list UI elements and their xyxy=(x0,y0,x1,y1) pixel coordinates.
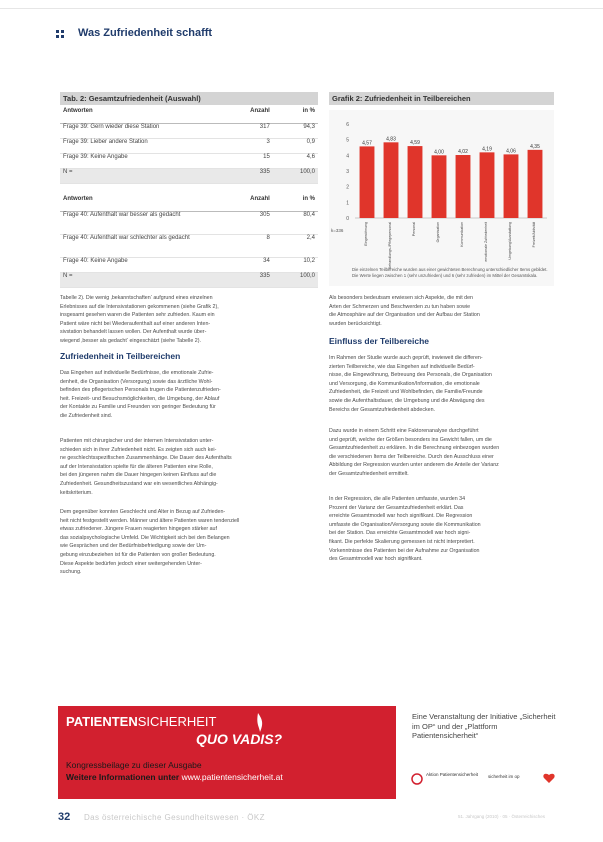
banner-title-light: SICHERHEIT xyxy=(137,714,217,729)
x-tick-label: Eingewöhnung xyxy=(364,222,368,246)
table-header-row xyxy=(60,196,318,212)
text-line: Dazu wurde in einem Schritt eine Faktorenanalyse durchgeführt xyxy=(329,428,479,434)
y-tick-label: 6 xyxy=(346,122,349,128)
cell-count: Anzahl xyxy=(220,108,273,124)
text-line: die Atmosphäre auf der Organisation und der Aufbau der Station xyxy=(329,312,480,319)
text-line: der Gesamtzufriedenheit ermittelt. xyxy=(329,470,409,477)
cell-percent: 0,9 xyxy=(273,139,318,154)
cell-percent: in % xyxy=(273,108,318,124)
text-line: Patienten mit chirurgischer und der internen Intensivstation unter- xyxy=(60,438,214,444)
banner-line-2 xyxy=(66,772,283,782)
left-para-2 xyxy=(60,437,322,497)
cell-label: Antworten xyxy=(60,196,220,212)
bar-value-label: 4,06 xyxy=(506,148,516,155)
x-tick-label: Personal xyxy=(412,222,416,237)
text-line: sowie die Aufenthaltsdauer, die Umgebung und die Abwägung des xyxy=(329,397,485,404)
text-line: nisse, die Eingewöhnung, Betreuung des Personals, die Organisation xyxy=(329,372,492,379)
text-line: keitskriterium. xyxy=(60,489,93,496)
text-line: bei den jüngeren nahm die Dauer hingegen keinen Einfluss auf die xyxy=(60,472,217,479)
heart-icon xyxy=(542,771,556,785)
left-para-1 xyxy=(60,369,322,421)
bar-value-label: 4,57 xyxy=(362,140,372,147)
y-tick-label: 3 xyxy=(346,169,349,175)
section-title: Was Zufriedenheit schafft xyxy=(78,27,213,39)
banner-info-label: Weitere Informationen unter xyxy=(66,772,180,782)
cell-count: Anzahl xyxy=(220,196,273,212)
x-tick-label: Behandlungs-/Pflegepersonal xyxy=(388,222,392,270)
table-total-row xyxy=(60,169,318,184)
text-line: fikant. Die perfekte Skalierung gemessen ist nicht interpretiert. xyxy=(329,538,475,545)
text-line: das sozialpsychologische Umfeld. Die Wichtigkeit sich bei den Belangen xyxy=(60,534,230,541)
cell-count: 15 xyxy=(220,154,273,169)
text-line: zierten Teilbereiche, wie das Eingehen auf individuelle Bedürf- xyxy=(329,363,475,370)
page-number: 32 xyxy=(58,811,71,823)
table-caption: Tab. 2: Gesamtzufriedenheit (Auswahl) xyxy=(60,92,318,105)
footer-title: Das österreichische Gesundheitswesen · ÖKZ xyxy=(84,813,265,822)
text-line: Tabelle 2). Die wenig ‚bekanntschaften‘ aufgrund eines einzelnen xyxy=(60,295,213,301)
cell-count: 335 xyxy=(220,169,273,184)
cell-count: 34 xyxy=(220,258,273,273)
logo-right-text: sicherheit im op xyxy=(488,774,520,779)
aktion-patientensicherheit-logo xyxy=(410,766,480,796)
text-line: befinden des pflegerischen Personals trugen die Patientenzufrieden- xyxy=(60,387,221,394)
bar xyxy=(480,152,495,218)
sicherheit-im-op-logo xyxy=(488,766,558,796)
cell-label: Antworten xyxy=(60,108,220,124)
x-tick-label: Freizeit/Aktivität xyxy=(532,222,536,248)
logo-mark-icon xyxy=(410,772,424,786)
table-row xyxy=(60,154,318,169)
text-line: heit nicht festgestellt werden. Männer und ältere Patienten waren tendenziell xyxy=(60,517,240,524)
cell-count: 335 xyxy=(220,273,273,288)
footer-issue: 51. Jahrgang (2010) · 05 · Österreichisches xyxy=(458,814,546,819)
text-line: Abbildung der Regression wurden unter anderem die Anteile der Varianz xyxy=(329,462,499,469)
bar xyxy=(408,146,423,218)
bar-value-label: 4,00 xyxy=(434,149,444,156)
banner-title xyxy=(66,714,216,729)
bar-value-label: 4,35 xyxy=(530,143,540,150)
text-line: suchung. xyxy=(60,569,82,576)
text-line: etwas zufriedener. Jüngere Frauen reagierten hingegen stärker auf xyxy=(60,526,217,533)
cell-count: 3 xyxy=(220,139,273,154)
text-line: Zufriedenheit, die Freizeit und Wohlbefinden, die Familie/Freunde xyxy=(329,389,483,396)
cell-percent: 80,4 xyxy=(273,212,318,235)
text-line: gebung einzubeziehen ist für die Patienten von großer Bedeutung. xyxy=(60,551,216,558)
table-header-row xyxy=(60,108,318,124)
cell-label: Frage 39: Lieber andere Station xyxy=(60,139,220,154)
text-line: heit. Freizeit- und Besuchsmöglichkeiten, die Umgebung, der Ablauf xyxy=(60,395,220,402)
text-line: die Zufriedenheit sind. xyxy=(60,412,113,419)
text-line: In der Regression, die alle Patienten umfasste, wurden 34 xyxy=(329,496,466,502)
text-line: Erlebnisses auf die Intensivstationen gekommenen (siehe Grafik 2), xyxy=(60,303,219,310)
text-line: Dem gegenüber konnten Geschlecht und Alter in Bezug auf Zufrieden- xyxy=(60,509,226,515)
y-tick-label: 0 xyxy=(346,216,349,222)
bar xyxy=(360,146,375,218)
logo-left-text: Aktion Patientensicherheit xyxy=(426,772,479,777)
text-line: erreichte Gesamtmodell war hoch signifikant. Die Regression xyxy=(329,513,473,520)
bar xyxy=(504,154,519,218)
banner-link[interactable]: www.patientensicherheit.at xyxy=(181,772,283,782)
bar-value-label: 4,19 xyxy=(482,146,492,153)
cell-count: 305 xyxy=(220,212,273,235)
text-line: Patient wäre nicht bei Wiederaufenthalt auf einer anderen Inten- xyxy=(60,320,211,327)
y-tick-label: 2 xyxy=(346,184,349,191)
cell-label: Frage 40: Keine Angabe xyxy=(60,258,220,273)
cell-count: 317 xyxy=(220,124,273,139)
cell-percent: in % xyxy=(273,196,318,212)
text-line: der Kontakte zu Familie und Freunden von geringer Bedeutung für xyxy=(60,404,216,411)
cell-percent: 2,4 xyxy=(273,235,318,258)
bar xyxy=(432,155,447,218)
banner-title-bold: PATIENTEN xyxy=(66,714,138,729)
sample-size-label: k=336 xyxy=(331,228,344,233)
left-intro xyxy=(60,294,322,346)
cell-label: N = xyxy=(60,273,220,288)
bar-value-label: 4,83 xyxy=(386,136,396,143)
x-tick-label: Kommunikation xyxy=(460,222,464,247)
text-line: Prozent der Varianz der Gesamtzufriedenheit erklärt. Das xyxy=(329,504,464,511)
text-line: die verschiedenen Items der Teilbereiche. Durch den Ausschluss einer xyxy=(329,453,494,460)
banner-description: Eine Veranstaltung der Initiative „Sicherheit im OP“ und der „Plattform Patientensicherheit“ xyxy=(412,712,556,740)
bar xyxy=(528,150,543,218)
cell-label: Frage 39: Gern wieder diese Station xyxy=(60,124,220,139)
cell-label: Frage 39: Keine Angabe xyxy=(60,154,220,169)
y-tick-label: 4 xyxy=(346,153,349,160)
chart-note: Die einzelnen Teilbereiche wurden aus einer gewichteten Berechnung unterschiedlicher Items gebildet. Die Werte liegen zwischen 1 (sehr unzufrieden) und 6 (sehr zufrieden) im Mittel der Gesamtskala. xyxy=(352,267,548,278)
top-rule xyxy=(0,8,603,9)
banner-line-1: Kongressbeilage zu dieser Ausgabe xyxy=(66,760,202,770)
table-row xyxy=(60,235,318,258)
cell-label: N = xyxy=(60,169,220,184)
text-line: Zufriedenheit. Gesundheitszustand war ein wesentliches Abhängig- xyxy=(60,480,218,487)
text-line: Das Eingehen auf individuelle Bedürfnisse, die emotionale Zufrie- xyxy=(60,370,214,376)
cell-percent: 94,3 xyxy=(273,124,318,139)
text-line: insgesamt gesehen waren die Patienten sehr zufrieden. Kaum ein xyxy=(60,312,215,319)
right-para-1 xyxy=(329,354,557,414)
cell-percent: 100,0 xyxy=(273,169,318,184)
text-line: wurden berücksichtigt. xyxy=(329,320,382,327)
text-line: Als besonders bedeutsam erwiesen sich Aspekte, die mit den xyxy=(329,295,473,301)
text-line: denheit, die Organisation (Versorgung) sowie das ärztliche Wohl- xyxy=(60,378,213,385)
text-line: und geprüft, welche der Größen besonders ins Gewicht fallen, um die xyxy=(329,436,492,443)
bar xyxy=(384,142,399,218)
cell-percent: 100,0 xyxy=(273,273,318,288)
banner-subtitle: QUO VADIS? xyxy=(196,731,283,747)
bar-value-label: 4,02 xyxy=(458,149,468,156)
text-line: Diese Aspekte bedürfen jedoch einer weitergehenden Unter- xyxy=(60,560,202,567)
cell-label: Frage 40: Aufenthalt war besser als gedacht xyxy=(60,212,220,235)
bar-chart xyxy=(329,110,554,286)
x-tick-label: Umgebung/Ausstattung xyxy=(508,222,512,260)
bar xyxy=(456,155,471,218)
text-line: umfasste die Organisation/Versorgung sowie die Kommunikation xyxy=(329,521,481,528)
table-total-row xyxy=(60,273,318,288)
table-row xyxy=(60,124,318,139)
satisfaction-table-1 xyxy=(60,108,318,184)
text-line: auf der Intensivstation spielte für die älteren Patienten eine Rolle, xyxy=(60,463,213,470)
satisfaction-table-2 xyxy=(60,196,318,288)
text-line: Arten der Schmerzen und Beschwerden zu tun haben sowie xyxy=(329,303,471,310)
text-line: bei der Station. Das erreichte Gesamtmodell war hoch signi- xyxy=(329,530,471,537)
text-line: wie Gesprächen und der Bedürfnisbefriedigung sowie der Um- xyxy=(60,543,207,550)
table-row xyxy=(60,139,318,154)
cell-count: 8 xyxy=(220,235,273,258)
right-para-3 xyxy=(329,495,557,564)
left-para-3 xyxy=(60,508,322,577)
cell-percent: 10,2 xyxy=(273,258,318,273)
grid-dots-icon xyxy=(56,30,66,40)
text-line: sivstation behandelt lassen wollen. Der Aufenthalt wurde über- xyxy=(60,329,207,336)
text-line: schieden sich in ihrer Zufriedenheit nicht. Es zeigten sich auch kei- xyxy=(60,446,217,453)
heading-einfluss: Einfluss der Teilbereiche xyxy=(329,336,429,346)
y-tick-label: 1 xyxy=(346,200,349,207)
right-para-2 xyxy=(329,427,557,479)
x-tick-label: emotionale Zufriedenheit xyxy=(484,222,488,262)
text-line: Bereichs der Gesamtzufriedenheit abdecken. xyxy=(329,406,435,413)
chart-title: Grafik 2: Zufriedenheit in Teilbereichen xyxy=(329,92,554,105)
text-line: Gesamtzufriedenheit zu erklären. In die Berechnung einbezogen wurden xyxy=(329,445,500,452)
right-intro xyxy=(329,294,557,328)
bar-value-label: 4,59 xyxy=(410,140,420,147)
y-tick-label: 5 xyxy=(346,137,349,144)
text-line: wiegend ‚besser als gedacht‘ eingeschätzt (siehe Tabelle 2). xyxy=(60,337,201,344)
heading-teilbereiche: Zufriedenheit in Teilbereichen xyxy=(60,351,181,361)
cell-percent: 4,6 xyxy=(273,154,318,169)
text-line: Vorkenntnisse des Patienten bei der Aufnahme zur Organisation xyxy=(329,547,480,554)
table-row xyxy=(60,212,318,235)
text-line: Im Rahmen der Studie wurde auch geprüft, inwieweit die differen- xyxy=(329,355,483,361)
text-line: des Gesamtmodell war hoch signifikant. xyxy=(329,556,423,563)
table-row xyxy=(60,258,318,273)
text-line: ne geschlechtsspezifischen Zusammenhänge. Die Dauer des Aufenthalts xyxy=(60,455,232,462)
x-tick-label: Organisation xyxy=(436,222,440,243)
cell-label: Frage 40: Aufenthalt war schlechter als gedacht xyxy=(60,235,220,258)
text-line: und Versorgung, die Kommunikation/Information, die emotionale xyxy=(329,380,480,387)
